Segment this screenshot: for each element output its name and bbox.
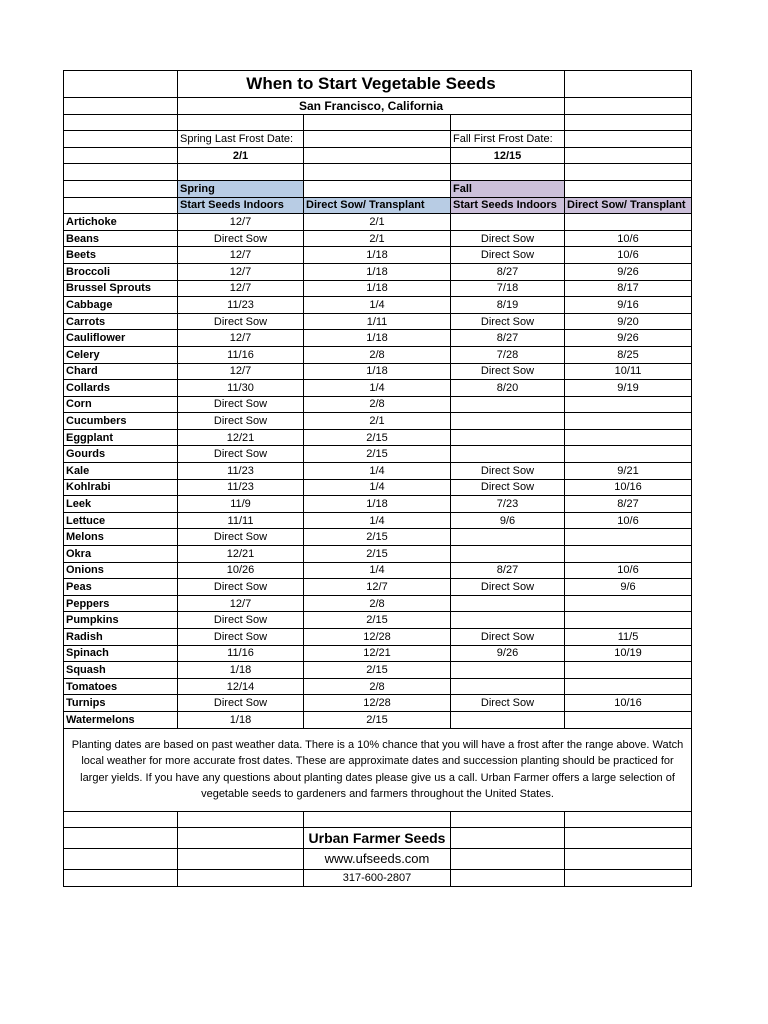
planting-date-cell: 8/27 <box>451 562 565 579</box>
planting-date-cell: 1/18 <box>304 330 451 347</box>
planting-date-cell: 8/27 <box>451 330 565 347</box>
planting-date-cell: 9/26 <box>565 330 692 347</box>
planting-date-cell: 2/15 <box>304 529 451 546</box>
vegetable-name: Celery <box>64 346 178 363</box>
planting-date-cell: Direct Sow <box>451 695 565 712</box>
table-row <box>64 678 692 695</box>
planting-date-cell: 9/6 <box>451 512 565 529</box>
vegetable-name: Cauliflower <box>64 330 178 347</box>
planting-date-cell: 8/25 <box>565 346 692 363</box>
planting-date-cell: 10/26 <box>178 562 304 579</box>
table-row <box>64 562 692 579</box>
planting-date-cell: 2/1 <box>304 214 451 231</box>
planting-date-cell: 11/23 <box>178 479 304 496</box>
vegetable-name: Pumpkins <box>64 612 178 629</box>
planting-date-cell <box>565 429 692 446</box>
planting-date-cell: 1/11 <box>304 313 451 330</box>
planting-date-cell: 11/16 <box>178 645 304 662</box>
planting-date-cell: 11/9 <box>178 496 304 513</box>
vegetable-name: Radish <box>64 629 178 646</box>
planting-date-cell: 1/18 <box>304 496 451 513</box>
table-row <box>64 512 692 529</box>
table-row <box>64 695 692 712</box>
planting-date-cell: 9/19 <box>565 380 692 397</box>
planting-date-cell: 8/19 <box>451 297 565 314</box>
planting-date-cell: 1/4 <box>304 380 451 397</box>
planting-date-cell: Direct Sow <box>451 363 565 380</box>
table-row <box>64 313 692 330</box>
table-row <box>64 413 692 430</box>
planting-date-cell: 2/8 <box>304 396 451 413</box>
planting-date-cell: Direct Sow <box>178 629 304 646</box>
vegetable-name: Beans <box>64 230 178 247</box>
table-row <box>64 629 692 646</box>
planting-date-cell: 9/21 <box>565 463 692 480</box>
table-row <box>64 579 692 596</box>
planting-date-cell: 1/4 <box>304 463 451 480</box>
planting-date-cell <box>451 396 565 413</box>
fall-frost-label: Fall First Frost Date: <box>451 131 565 148</box>
planting-date-cell: 12/7 <box>178 595 304 612</box>
planting-date-cell: 7/28 <box>451 346 565 363</box>
spring-header: Spring <box>178 180 304 197</box>
planting-date-cell: 1/18 <box>304 363 451 380</box>
planting-date-cell <box>565 546 692 563</box>
planting-date-cell <box>451 595 565 612</box>
table-row <box>64 247 692 264</box>
table-row <box>64 612 692 629</box>
planting-date-cell <box>451 546 565 563</box>
seed-schedule-sheet <box>63 70 691 887</box>
planting-date-cell: 12/7 <box>178 330 304 347</box>
planting-date-cell: 2/15 <box>304 546 451 563</box>
planting-date-cell: 1/4 <box>304 512 451 529</box>
vegetable-name: Carrots <box>64 313 178 330</box>
planting-date-cell: 12/7 <box>178 214 304 231</box>
planting-date-cell: 10/6 <box>565 562 692 579</box>
table-row <box>64 280 692 297</box>
planting-date-cell: 1/18 <box>304 247 451 264</box>
planting-date-cell: 8/27 <box>565 496 692 513</box>
table-row <box>64 595 692 612</box>
planting-date-cell <box>565 396 692 413</box>
planting-date-cell: 11/11 <box>178 512 304 529</box>
spring-indoors-header: Start Seeds Indoors <box>178 197 304 214</box>
table-row <box>64 230 692 247</box>
planting-date-cell: 10/16 <box>565 479 692 496</box>
sheet-title: When to Start Vegetable Seeds <box>178 71 565 98</box>
table-row <box>64 529 692 546</box>
table-row <box>64 429 692 446</box>
spring-frost-date: 2/1 <box>178 147 304 164</box>
planting-date-cell: 12/28 <box>304 629 451 646</box>
table-row <box>64 380 692 397</box>
planting-date-cell <box>565 612 692 629</box>
planting-date-cell: 12/7 <box>178 280 304 297</box>
brand-name: Urban Farmer Seeds <box>304 828 451 849</box>
fall-frost-date: 12/15 <box>451 147 565 164</box>
spring-direct-header: Direct Sow/ Transplant <box>304 197 451 214</box>
table-row <box>64 463 692 480</box>
table-row <box>64 396 692 413</box>
planting-date-cell: 11/5 <box>565 629 692 646</box>
planting-date-cell <box>451 413 565 430</box>
planting-date-cell: 2/1 <box>304 413 451 430</box>
planting-table <box>63 70 692 887</box>
vegetable-name: Lettuce <box>64 512 178 529</box>
planting-date-cell: Direct Sow <box>178 529 304 546</box>
table-row <box>64 496 692 513</box>
planting-date-cell: Direct Sow <box>451 247 565 264</box>
fall-direct-header: Direct Sow/ Transplant <box>565 197 692 214</box>
planting-date-cell: 11/30 <box>178 380 304 397</box>
planting-date-cell: 1/18 <box>178 662 304 679</box>
vegetable-name: Peas <box>64 579 178 596</box>
planting-date-cell <box>451 711 565 728</box>
vegetable-name: Eggplant <box>64 429 178 446</box>
planting-date-cell: 1/4 <box>304 297 451 314</box>
table-row <box>64 330 692 347</box>
planting-date-cell <box>451 429 565 446</box>
planting-date-cell: 12/21 <box>304 645 451 662</box>
table-row <box>64 263 692 280</box>
planting-date-cell: 2/15 <box>304 711 451 728</box>
planting-date-cell: 9/6 <box>565 579 692 596</box>
planting-date-cell: 10/6 <box>565 247 692 264</box>
table-row <box>64 662 692 679</box>
planting-date-cell: 7/23 <box>451 496 565 513</box>
planting-date-cell: 2/8 <box>304 595 451 612</box>
planting-date-cell: 12/14 <box>178 678 304 695</box>
planting-date-cell: Direct Sow <box>451 579 565 596</box>
planting-date-cell: Direct Sow <box>178 446 304 463</box>
fall-header: Fall <box>451 180 565 197</box>
planting-date-cell: 11/23 <box>178 297 304 314</box>
fall-indoors-header: Start Seeds Indoors <box>451 197 565 214</box>
planting-date-cell: Direct Sow <box>451 479 565 496</box>
planting-date-cell: 9/26 <box>451 645 565 662</box>
vegetable-name: Corn <box>64 396 178 413</box>
planting-date-cell: Direct Sow <box>178 396 304 413</box>
vegetable-name: Turnips <box>64 695 178 712</box>
table-row <box>64 363 692 380</box>
planting-date-cell: 12/21 <box>178 429 304 446</box>
planting-date-cell: 10/19 <box>565 645 692 662</box>
planting-date-cell <box>565 413 692 430</box>
planting-date-cell: Direct Sow <box>451 230 565 247</box>
planting-date-cell: 12/21 <box>178 546 304 563</box>
phone-number: 317-600-2807 <box>304 870 451 887</box>
vegetable-name: Kohlrabi <box>64 479 178 496</box>
planting-date-cell: 8/20 <box>451 380 565 397</box>
planting-date-cell: Direct Sow <box>178 313 304 330</box>
planting-date-cell: 2/1 <box>304 230 451 247</box>
vegetable-name: Collards <box>64 380 178 397</box>
vegetable-name: Watermelons <box>64 711 178 728</box>
planting-date-cell: 2/15 <box>304 662 451 679</box>
planting-date-cell: Direct Sow <box>451 629 565 646</box>
table-row <box>64 546 692 563</box>
vegetable-name: Brussel Sprouts <box>64 280 178 297</box>
planting-date-cell: 8/17 <box>565 280 692 297</box>
planting-date-cell: 2/15 <box>304 612 451 629</box>
planting-date-cell <box>451 214 565 231</box>
planting-date-cell: 2/15 <box>304 446 451 463</box>
planting-date-cell <box>565 214 692 231</box>
table-row <box>64 346 692 363</box>
planting-date-cell: 8/27 <box>451 263 565 280</box>
planting-date-cell: 9/16 <box>565 297 692 314</box>
planting-date-cell: Direct Sow <box>451 313 565 330</box>
planting-date-cell: 9/26 <box>565 263 692 280</box>
planting-date-cell: 12/7 <box>178 363 304 380</box>
vegetable-name: Okra <box>64 546 178 563</box>
planting-date-cell: Direct Sow <box>178 579 304 596</box>
planting-date-cell: 2/15 <box>304 429 451 446</box>
vegetable-name: Artichoke <box>64 214 178 231</box>
location-subtitle: San Francisco, California <box>178 98 565 115</box>
planting-date-cell: 10/16 <box>565 695 692 712</box>
planting-date-cell <box>451 529 565 546</box>
planting-date-cell: 11/23 <box>178 463 304 480</box>
planting-date-cell: 12/7 <box>304 579 451 596</box>
table-row <box>64 446 692 463</box>
planting-date-cell: 1/4 <box>304 479 451 496</box>
vegetable-name: Onions <box>64 562 178 579</box>
table-row <box>64 645 692 662</box>
vegetable-name: Gourds <box>64 446 178 463</box>
planting-date-cell <box>565 446 692 463</box>
planting-date-cell: 10/11 <box>565 363 692 380</box>
planting-date-cell <box>565 529 692 546</box>
planting-date-cell <box>565 711 692 728</box>
website-link[interactable]: www.ufseeds.com <box>304 849 451 870</box>
planting-date-cell: 7/18 <box>451 280 565 297</box>
planting-date-cell: Direct Sow <box>451 463 565 480</box>
planting-date-cell: 10/6 <box>565 512 692 529</box>
planting-date-cell: 1/18 <box>304 263 451 280</box>
planting-date-cell: Direct Sow <box>178 612 304 629</box>
planting-date-cell: 1/4 <box>304 562 451 579</box>
planting-date-cell <box>565 662 692 679</box>
planting-date-cell: Direct Sow <box>178 230 304 247</box>
planting-date-cell: 2/8 <box>304 346 451 363</box>
planting-date-cell: 12/7 <box>178 263 304 280</box>
vegetable-name: Squash <box>64 662 178 679</box>
vegetable-name: Spinach <box>64 645 178 662</box>
vegetable-name: Kale <box>64 463 178 480</box>
planting-date-cell: Direct Sow <box>178 413 304 430</box>
vegetable-name: Leek <box>64 496 178 513</box>
table-row <box>64 479 692 496</box>
planting-date-cell: 12/28 <box>304 695 451 712</box>
vegetable-name: Cucumbers <box>64 413 178 430</box>
table-row <box>64 297 692 314</box>
planting-date-cell <box>451 662 565 679</box>
vegetable-name: Melons <box>64 529 178 546</box>
planting-note: Planting dates are based on past weather data. There is a 10% chance that you will have a frost after the range above. Watch local weather for more accurate frost dates. These are approximate dates and succession planting should be practiced for larger yields. If you have any questions about planting dates please give us a call. Urban Farmer offers a large selection of vegetable seeds to gardeners and farmers throughout the United States. <box>64 728 692 811</box>
vegetable-name: Tomatoes <box>64 678 178 695</box>
table-row <box>64 711 692 728</box>
table-row <box>64 214 692 231</box>
planting-date-cell <box>451 446 565 463</box>
planting-date-cell: 1/18 <box>178 711 304 728</box>
planting-date-cell: 2/8 <box>304 678 451 695</box>
vegetable-name: Broccoli <box>64 263 178 280</box>
vegetable-name: Chard <box>64 363 178 380</box>
planting-date-cell: 10/6 <box>565 230 692 247</box>
vegetable-name: Peppers <box>64 595 178 612</box>
spring-frost-label: Spring Last Frost Date: <box>178 131 304 148</box>
planting-date-cell <box>451 612 565 629</box>
planting-date-cell: Direct Sow <box>178 695 304 712</box>
vegetable-name: Beets <box>64 247 178 264</box>
planting-date-cell <box>451 678 565 695</box>
vegetable-name: Cabbage <box>64 297 178 314</box>
planting-date-cell <box>565 595 692 612</box>
planting-date-cell: 12/7 <box>178 247 304 264</box>
planting-date-cell: 11/16 <box>178 346 304 363</box>
planting-date-cell <box>565 678 692 695</box>
planting-date-cell: 1/18 <box>304 280 451 297</box>
planting-date-cell: 9/20 <box>565 313 692 330</box>
